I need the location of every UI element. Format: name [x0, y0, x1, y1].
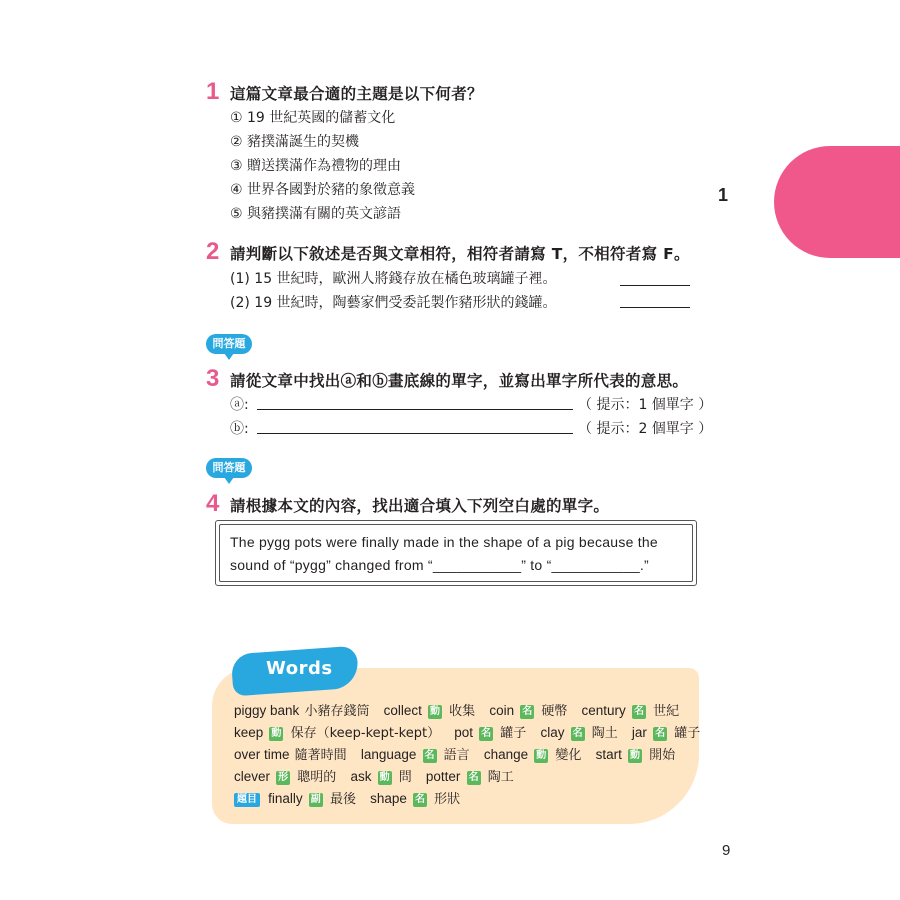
fill-in-box-inner	[219, 524, 693, 582]
question-4-text: 請根據本文的內容，找出適合填入下列空白處的單字。	[230, 497, 610, 515]
essay-question-badge: 問答題	[206, 334, 252, 354]
pos-noun-icon: 名	[522, 706, 533, 717]
pos-noun-icon: 名	[415, 794, 426, 805]
question-2-text: 請判斷以下敘述是否與文章相符，相符者請寫 T，不相符者寫 F。	[230, 245, 690, 263]
pos-verb-icon: 動	[379, 772, 390, 783]
answer-blank[interactable]	[620, 284, 690, 286]
question-1-number: 1	[206, 78, 220, 105]
vocab-meaning: 罐子	[500, 726, 527, 741]
vocab-meaning: 收集	[449, 704, 476, 719]
unit-label: UNIT 01	[713, 167, 747, 177]
vocab-word: keep	[234, 725, 264, 740]
pos-noun-icon: 名	[468, 772, 479, 783]
vocab-line	[234, 788, 470, 807]
question-1-option: ② 豬撲滿誕生的契機	[230, 134, 360, 150]
vocab-meaning: 陶土	[591, 726, 618, 741]
pos-verb-icon: 動	[430, 706, 441, 717]
vocab-word: collect	[383, 703, 422, 718]
vocab-meaning: 問	[398, 770, 412, 785]
pos-verb-icon: 動	[629, 750, 640, 761]
question-1-option: ④ 世界各國對於豬的象徵意義	[230, 182, 416, 198]
vocab-meaning: 聰明的	[297, 770, 337, 785]
essay-question-badge: 問答題	[206, 458, 252, 478]
answer-line-b[interactable]	[257, 432, 573, 434]
unit-number: 1	[708, 180, 738, 210]
vocab-word: start	[595, 747, 622, 762]
pos-adj-icon: 形	[278, 772, 289, 783]
pos-verb-icon: 動	[536, 750, 547, 761]
vocab-meaning: 變化	[555, 748, 582, 763]
answer-line-a[interactable]	[257, 408, 573, 410]
vocab-meaning: 硬幣	[541, 704, 568, 719]
vocab-word: potter	[425, 769, 461, 784]
vocab-meaning: 世紀	[653, 704, 680, 719]
question-2-number: 2	[206, 238, 220, 265]
pos-adv-icon: 副	[310, 794, 321, 805]
vocab-meaning: 陶工	[487, 770, 514, 785]
question-4-number: 4	[206, 490, 220, 517]
fill-in-sentence-line-1: The pygg pots were finally made in the shape of a pig because the	[230, 534, 658, 550]
vocab-word: ask	[350, 769, 372, 784]
question-3-text: 請從文章中找出ⓐ和ⓑ畫底線的單字，並寫出單字所代表的意思。	[230, 372, 689, 390]
answer-blank[interactable]	[620, 306, 690, 308]
vocab-word: pot	[454, 725, 474, 740]
pos-noun-icon: 名	[633, 706, 644, 717]
hint-b: （ 提示：2 個單字 ）	[578, 421, 713, 437]
vocab-meaning: 開始	[649, 748, 676, 763]
vocab-meaning: 最後	[329, 792, 356, 807]
vocab-word: shape	[370, 791, 407, 806]
vocab-meaning: 小豬存錢筒	[304, 704, 370, 719]
hint-a: （ 提示：1 個單字 ）	[578, 397, 713, 413]
question-1-text: 這篇文章最合適的主題是以下何者？	[230, 85, 483, 103]
vocab-line	[234, 700, 689, 719]
pos-verb-icon: 動	[271, 728, 282, 739]
vocab-word: over time	[234, 747, 290, 762]
answer-label-b: ⓑ:	[230, 421, 249, 437]
vocab-meaning: 罐子	[674, 726, 701, 741]
vocab-meaning: 保存（keep-kept-kept）	[290, 726, 441, 741]
question-2-statement: (1) 15 世紀時，歐洲人將錢存放在橘色玻璃罐子裡。	[230, 271, 557, 287]
pos-noun-icon: 名	[572, 728, 583, 739]
question-2-statement: (2) 19 世紀時，陶藝家們受委託製作豬形狀的錢罐。	[230, 295, 557, 311]
vocab-word: clever	[234, 769, 271, 784]
unit-tab	[774, 146, 900, 258]
fill-in-sentence-line-2[interactable]: sound of “pygg” changed from “___________” to “___________.”	[230, 557, 649, 573]
vocab-word: finally	[268, 791, 303, 806]
words-title: Words	[266, 658, 333, 679]
question-3-number: 3	[206, 365, 220, 392]
vocab-meaning: 語言	[443, 748, 470, 763]
vocab-line	[234, 722, 710, 741]
page-number: 9	[722, 842, 731, 859]
pos-noun-icon: 名	[655, 728, 666, 739]
vocab-word: century	[581, 703, 626, 718]
vocab-word: language	[360, 747, 417, 762]
question-1-option: ⑤ 與豬撲滿有關的英文諺語	[230, 206, 402, 222]
pos-noun-icon: 名	[424, 750, 435, 761]
vocab-meaning: 形狀	[434, 792, 461, 807]
vocab-word: clay	[540, 725, 565, 740]
answer-label-a: ⓐ:	[230, 397, 249, 413]
vocab-word: coin	[489, 703, 515, 718]
vocab-word: change	[483, 747, 529, 762]
vocab-word: piggy bank	[234, 703, 300, 718]
vocab-line	[234, 744, 685, 763]
question-tag: 題目	[234, 793, 260, 807]
pos-noun-icon: 名	[481, 728, 492, 739]
vocab-word: jar	[631, 725, 647, 740]
question-1-option: ③ 贈送撲滿作為禮物的理由	[230, 158, 402, 174]
question-1-option: ① 19 世紀英國的儲蓄文化	[230, 110, 396, 126]
vocab-meaning: 隨著時間	[294, 748, 347, 763]
vocab-line	[234, 766, 524, 785]
